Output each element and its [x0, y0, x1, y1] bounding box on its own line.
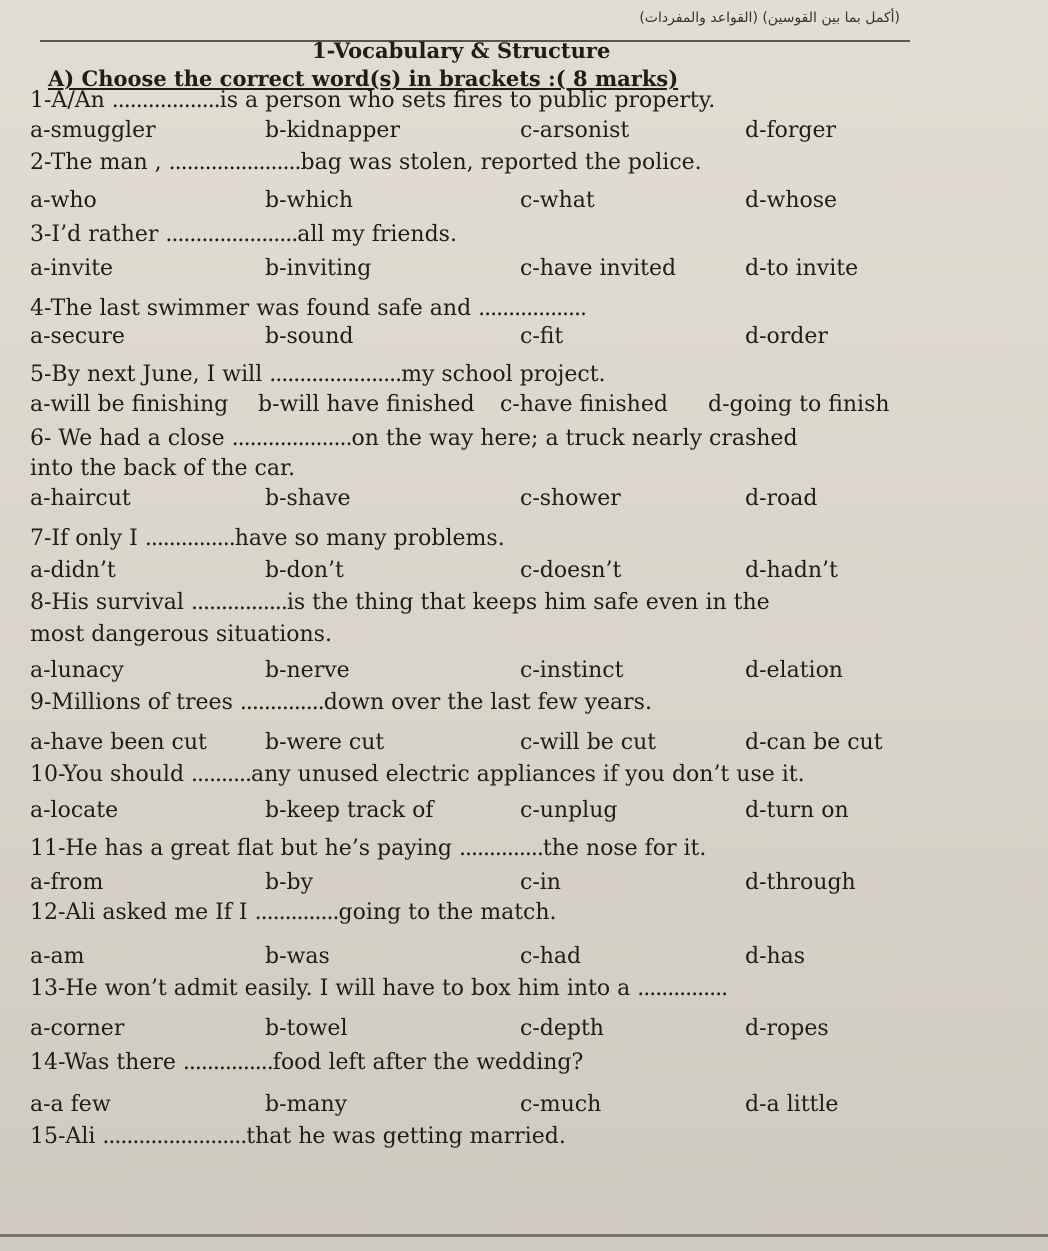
question-text: 9-Millions of trees — [30, 690, 233, 715]
option-b[interactable]: b-keep track of — [265, 798, 434, 823]
question-13-stem — [30, 976, 930, 1001]
question-2-options — [30, 188, 990, 218]
question-text: 8-His survival — [30, 590, 184, 615]
question-text: 1-A/An — [30, 88, 105, 113]
question-13-options — [30, 1016, 990, 1046]
question-14-options — [30, 1092, 990, 1122]
option-a[interactable]: a-have been cut — [30, 730, 207, 755]
option-c[interactable]: c-instinct — [520, 658, 624, 683]
option-c[interactable]: c-what — [520, 188, 595, 213]
part-title: A) Choose the correct word(s) in brackets :( 8 marks) — [48, 66, 679, 91]
question-7-stem — [30, 526, 930, 551]
option-d[interactable]: d-whose — [745, 188, 838, 213]
option-b[interactable]: b-kidnapper — [265, 118, 400, 143]
question-6-options — [30, 486, 990, 516]
question-3-options — [30, 256, 990, 286]
answer-blank: .............. — [239, 690, 324, 715]
question-text: bag was stolen, reported the police. — [300, 150, 702, 175]
answer-blank: .......... — [191, 762, 251, 787]
question-text: my school project. — [401, 362, 606, 387]
question-text: 12-Ali asked me If I — [30, 900, 248, 925]
question-4-options — [30, 324, 990, 354]
option-c[interactable]: c-have invited — [520, 256, 677, 281]
option-d[interactable]: d-road — [745, 486, 818, 511]
option-b[interactable]: b-don’t — [265, 558, 344, 583]
question-text: 10-You should — [30, 762, 185, 787]
option-d[interactable]: d-can be cut — [745, 730, 883, 755]
answer-blank: ............... — [182, 1050, 273, 1075]
option-b[interactable]: b-by — [265, 870, 314, 895]
question-8-stem — [30, 590, 930, 615]
question-text: down over the last few years. — [323, 690, 652, 715]
section-title: 1-Vocabulary & Structure — [312, 38, 611, 63]
answer-blank: .............. — [458, 836, 543, 861]
option-a[interactable]: a-a few — [30, 1092, 111, 1117]
question-15-stem — [30, 1124, 930, 1149]
question-6-continuation: into the back of the car. — [30, 456, 296, 481]
question-5-stem — [30, 362, 930, 387]
question-2-stem — [30, 150, 930, 175]
question-text: 7-If only I — [30, 526, 138, 551]
option-b[interactable]: b-nerve — [265, 658, 350, 683]
option-d[interactable]: d-elation — [745, 658, 843, 683]
option-c[interactable]: c-much — [520, 1092, 602, 1117]
question-text: 3-I’d rather — [30, 222, 159, 247]
option-d[interactable]: d-has — [745, 944, 806, 969]
option-a[interactable]: a-corner — [30, 1016, 125, 1041]
question-10-stem — [30, 762, 930, 787]
answer-blank: ............... — [637, 976, 728, 1001]
option-c[interactable]: c-depth — [520, 1016, 604, 1041]
option-b[interactable]: b-shave — [265, 486, 351, 511]
answer-blank: ................ — [190, 590, 287, 615]
question-1-options — [30, 118, 990, 148]
question-text: 2-The man , — [30, 150, 162, 175]
answer-blank: .................... — [231, 426, 352, 451]
option-d[interactable]: d-hadn’t — [745, 558, 838, 583]
option-d[interactable]: d-turn on — [745, 798, 849, 823]
question-text: is the thing that keeps him safe even in the — [286, 590, 770, 615]
option-a[interactable]: a-from — [30, 870, 104, 895]
question-8-continuation: most dangerous situations. — [30, 622, 332, 647]
question-6-stem — [30, 426, 930, 451]
option-d[interactable]: d-ropes — [745, 1016, 829, 1041]
answer-blank: .............. — [254, 900, 339, 925]
question-10-options — [30, 798, 990, 828]
option-a[interactable]: a-secure — [30, 324, 125, 349]
option-a[interactable]: a-am — [30, 944, 85, 969]
option-d[interactable]: d-to invite — [745, 256, 859, 281]
option-a[interactable]: a-smuggler — [30, 118, 156, 143]
option-d[interactable]: d-going to finish — [708, 392, 890, 417]
question-12-options — [30, 944, 990, 974]
option-c[interactable]: c-shower — [520, 486, 621, 511]
question-text: food left after the wedding? — [272, 1050, 584, 1075]
question-11-stem — [30, 836, 930, 861]
option-a[interactable]: a-who — [30, 188, 97, 213]
option-a[interactable]: a-will be finishing — [30, 392, 229, 417]
answer-blank: ........................ — [102, 1124, 247, 1149]
option-d[interactable]: d-order — [745, 324, 828, 349]
question-12-stem — [30, 900, 930, 925]
question-text: 4-The last swimmer was found safe and — [30, 296, 472, 321]
question-text: all my friends. — [297, 222, 457, 247]
question-4-stem — [30, 296, 930, 321]
question-text: 14-Was there — [30, 1050, 176, 1075]
answer-blank: ...................... — [269, 362, 402, 387]
option-b[interactable]: b-towel — [265, 1016, 348, 1041]
option-c[interactable]: c-had — [520, 944, 582, 969]
answer-blank: ...................... — [168, 150, 301, 175]
question-1-stem — [30, 88, 930, 113]
option-b[interactable]: b-many — [265, 1092, 348, 1117]
option-c[interactable]: c-unplug — [520, 798, 618, 823]
question-3-stem — [30, 222, 930, 247]
question-text: 11-He has a great flat but he’s paying — [30, 836, 452, 861]
question-text: the nose for it. — [542, 836, 707, 861]
option-c[interactable]: c-will be cut — [520, 730, 657, 755]
question-text: any unused electric appliances if you don’t use it. — [250, 762, 805, 787]
arabic-header: (أكمل بما بين القوسين) (القواعد والمفردات) — [639, 10, 900, 26]
option-b[interactable]: b-was — [265, 944, 330, 969]
question-text: is a person who sets fires to public property. — [219, 88, 716, 113]
option-a[interactable]: a-locate — [30, 798, 119, 823]
option-a[interactable]: a-didn’t — [30, 558, 116, 583]
option-b[interactable]: b-which — [265, 188, 354, 213]
option-d[interactable]: d-through — [745, 870, 856, 895]
answer-blank: .................. — [111, 88, 220, 113]
option-c[interactable]: c-have finished — [500, 392, 668, 417]
option-c[interactable]: c-doesn’t — [520, 558, 622, 583]
question-text: on the way here; a truck nearly crashed — [351, 426, 798, 451]
answer-blank: ...................... — [165, 222, 298, 247]
question-text: 13-He won’t admit easily. I will have to box him into a — [30, 976, 631, 1001]
question-text: 5-By next June, I will — [30, 362, 263, 387]
question-text: 15-Ali — [30, 1124, 96, 1149]
question-text: have so many problems. — [234, 526, 505, 551]
option-b[interactable]: b-were cut — [265, 730, 385, 755]
option-a[interactable]: a-lunacy — [30, 658, 124, 683]
option-a[interactable]: a-haircut — [30, 486, 131, 511]
option-b[interactable]: b-inviting — [265, 256, 372, 281]
answer-blank: .................. — [478, 296, 587, 321]
option-d[interactable]: d-forger — [745, 118, 837, 143]
option-c[interactable]: c-in — [520, 870, 561, 895]
question-text: 6- We had a close — [30, 426, 225, 451]
question-14-stem — [30, 1050, 930, 1075]
option-c[interactable]: c-fit — [520, 324, 564, 349]
question-text: going to the match. — [338, 900, 557, 925]
question-9-stem — [30, 690, 930, 715]
question-text: that he was getting married. — [246, 1124, 566, 1149]
option-c[interactable]: c-arsonist — [520, 118, 630, 143]
option-b[interactable]: b-will have finished — [258, 392, 475, 417]
option-a[interactable]: a-invite — [30, 256, 114, 281]
question-11-options — [30, 870, 990, 900]
option-b[interactable]: b-sound — [265, 324, 354, 349]
question-9-options — [30, 730, 990, 760]
option-d[interactable]: d-a little — [745, 1092, 839, 1117]
header-strip — [40, 6, 910, 42]
question-5-options — [30, 392, 990, 422]
question-8-options — [30, 658, 990, 688]
question-7-options — [30, 558, 990, 588]
bottom-rule — [0, 1234, 1048, 1237]
answer-blank: ............... — [144, 526, 235, 551]
